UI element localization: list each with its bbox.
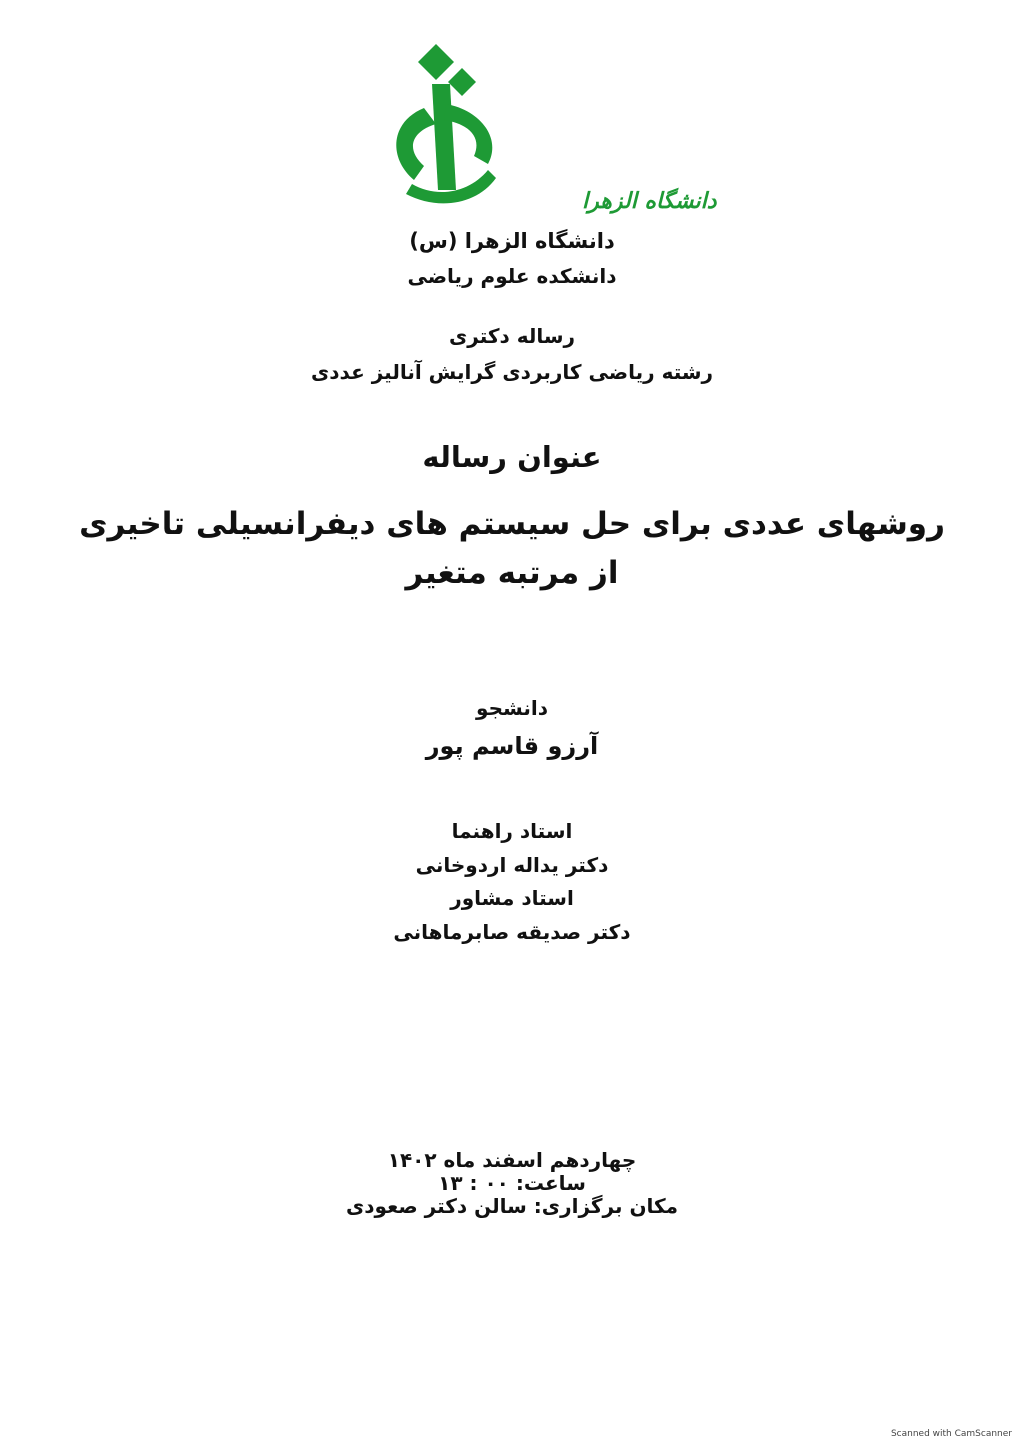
university-name: دانشگاه الزهرا (س) <box>409 229 615 253</box>
student-name: آرزو قاسم پور <box>425 732 599 760</box>
defense-date: چهاردهم اسفند ماه ۱۴۰۲ <box>387 1148 637 1172</box>
university-logo <box>384 40 717 220</box>
supervisor-name: دکتر یداله اردوخانی <box>415 853 609 877</box>
scanner-watermark: Scanned with CamScanner <box>890 1429 1012 1439</box>
degree-field: رشته ریاضی کاربردی گرایش آنالیز عددی <box>310 360 714 384</box>
defense-place: مکان برگزاری: سالن دکتر صعودی <box>345 1194 679 1218</box>
defense-time: ساعت: ۰۰ : ۱۳ <box>438 1171 586 1195</box>
student-label: دانشجو <box>476 696 548 720</box>
thesis-title-line2: از مرتبه متغیر <box>405 555 619 591</box>
faculty-name: دانشکده علوم ریاضی <box>407 264 617 288</box>
advisor-label: استاد مشاور <box>450 886 574 910</box>
thesis-title-line1: روشهای عددی برای حل سیستم های دیفرانسیلی تاخیری <box>79 506 945 542</box>
supervisor-label: استاد راهنما <box>451 819 573 843</box>
university-emblem-icon <box>396 44 496 203</box>
logo-script-text: دانشگاه الزهرا <box>582 188 717 214</box>
degree-type: رساله دکتری <box>448 324 576 348</box>
advisor-name: دکتر صدیقه صابرماهانی <box>393 920 631 944</box>
thesis-title-label: عنوان رساله <box>422 440 602 474</box>
